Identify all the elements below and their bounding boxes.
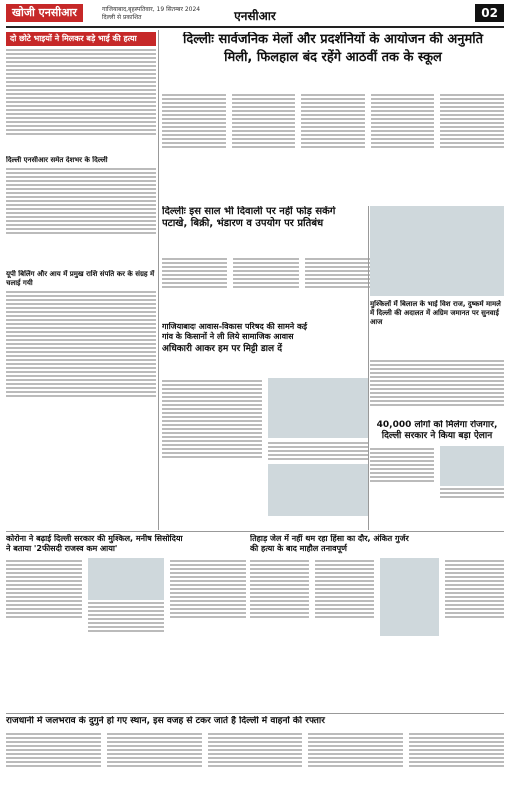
section-title: एनसीआर: [234, 9, 276, 23]
photo-tihar-jail: [380, 558, 439, 636]
masthead: [6, 4, 504, 28]
photo-jobs: [440, 446, 504, 486]
main-headline-block: [162, 32, 504, 92]
page-number: 02: [475, 4, 504, 22]
lower-left-article: [6, 534, 246, 714]
left-top-article: [6, 32, 156, 152]
jobs-article: [370, 420, 504, 530]
center-mid-headline-2: पटाखे, बिक्री, भंडारण व उपयोग पर प्रतिबंध: [162, 218, 324, 229]
bottom-center-headline-block: [162, 322, 368, 376]
photo-sisodia: [88, 558, 164, 600]
main-headline-line-1: दिल्लीः सार्वजनिक मेलों और प्रदर्शनियों के आयोजन की अनुमति: [182, 32, 484, 47]
section-rule: [6, 531, 504, 532]
right-mid-body: [370, 358, 504, 420]
main-top-columns: [162, 92, 504, 202]
right-mid-headline: मुश्किलों में बिलाल के भाई विश राज, दुष्कर्म मामले में दिल्ली की अदालत में अग्रिम जमानत पर सुनवाई आज: [370, 300, 501, 326]
section-rule: [6, 713, 504, 714]
lower-left-headline-1: कोरोना ने बढ़ाई दिल्ली सरकार की मुश्किल, मनीष सिसोदिया: [6, 534, 183, 543]
lower-left-headline-2: ने बताया '2फीसदी राजस्व कम आया': [6, 544, 118, 553]
logo: खोजी एनसीआर: [6, 4, 83, 22]
lower-right-article: [250, 534, 504, 714]
dateline-date: गाजियाबाद,बृहस्पतिवार, 19 सितम्बर 2024: [102, 6, 201, 13]
main-headline-line-2: मिली, फिलहाल बंद रहेंगे आठवीं तक के स्कूल: [224, 50, 442, 65]
photo-protest-1: [268, 378, 368, 438]
dateline: [102, 6, 200, 22]
photo-kejriwal: [370, 206, 504, 296]
column-rule: [368, 206, 369, 530]
left-top-headline: दो छोटे भाइयों ने मिलकर बड़े भाई की हत्या: [6, 32, 156, 46]
left-top-body: [6, 49, 156, 135]
bottom-center-body: [162, 378, 368, 530]
center-mid-headline-1: दिल्लीः इस साल भी दिवाली पर नहीं फोड़ सकेंगे: [162, 206, 336, 217]
center-mid-text: [162, 256, 370, 320]
lower-right-headline-1: तिहाड़ जेल में नहीं थम रहा हिंसा का दौर, अंकित गुर्जर: [250, 534, 409, 543]
center-mid-headline-block: [162, 206, 370, 254]
bottom-center-headline-1: गाजियाबादः आवास-विकास परिषद की सामने कई: [162, 322, 308, 331]
photo-protest-2: [268, 464, 368, 516]
lower-right-headline-2: की हत्या के बाद माहौल तनावपूर्ण: [250, 544, 347, 553]
jobs-headline-2: दिल्ली सरकार ने किया बड़ा ऐलान: [381, 431, 493, 441]
dateline-edition: दिल्ली से प्रकाशित: [102, 14, 142, 21]
bottom-center-headline-2: गांव के किसानों ने ली लिये सामाजिक आवास: [162, 332, 294, 341]
left-mid-headline: दिल्ली एनसीआर समेत देशभर के दिल्ली: [6, 156, 108, 164]
bottom-center-headline-3: अधिकारी आकर हम पर मिट्टी डाल दें: [162, 344, 283, 354]
bottom-article: [6, 716, 504, 794]
left-low-article: [6, 270, 156, 445]
right-mid-article: [370, 300, 504, 356]
jobs-headline-1: 40,000 लोगों को मिलेगा रोजगार,: [376, 420, 498, 430]
bottom-headline: राजधानी में जलभराव के दुगुने हो गए स्थान, इस वजह से टकर जाते है दिल्ली में वाहनों की रफ्तार: [6, 716, 325, 726]
column-rule: [158, 30, 159, 530]
left-low-headline: यूपी बिलिंग और आय में प्रमुख राशि संपति कर के संग्रह में चलाई गयी: [6, 270, 155, 287]
left-mid-article: [6, 156, 156, 266]
